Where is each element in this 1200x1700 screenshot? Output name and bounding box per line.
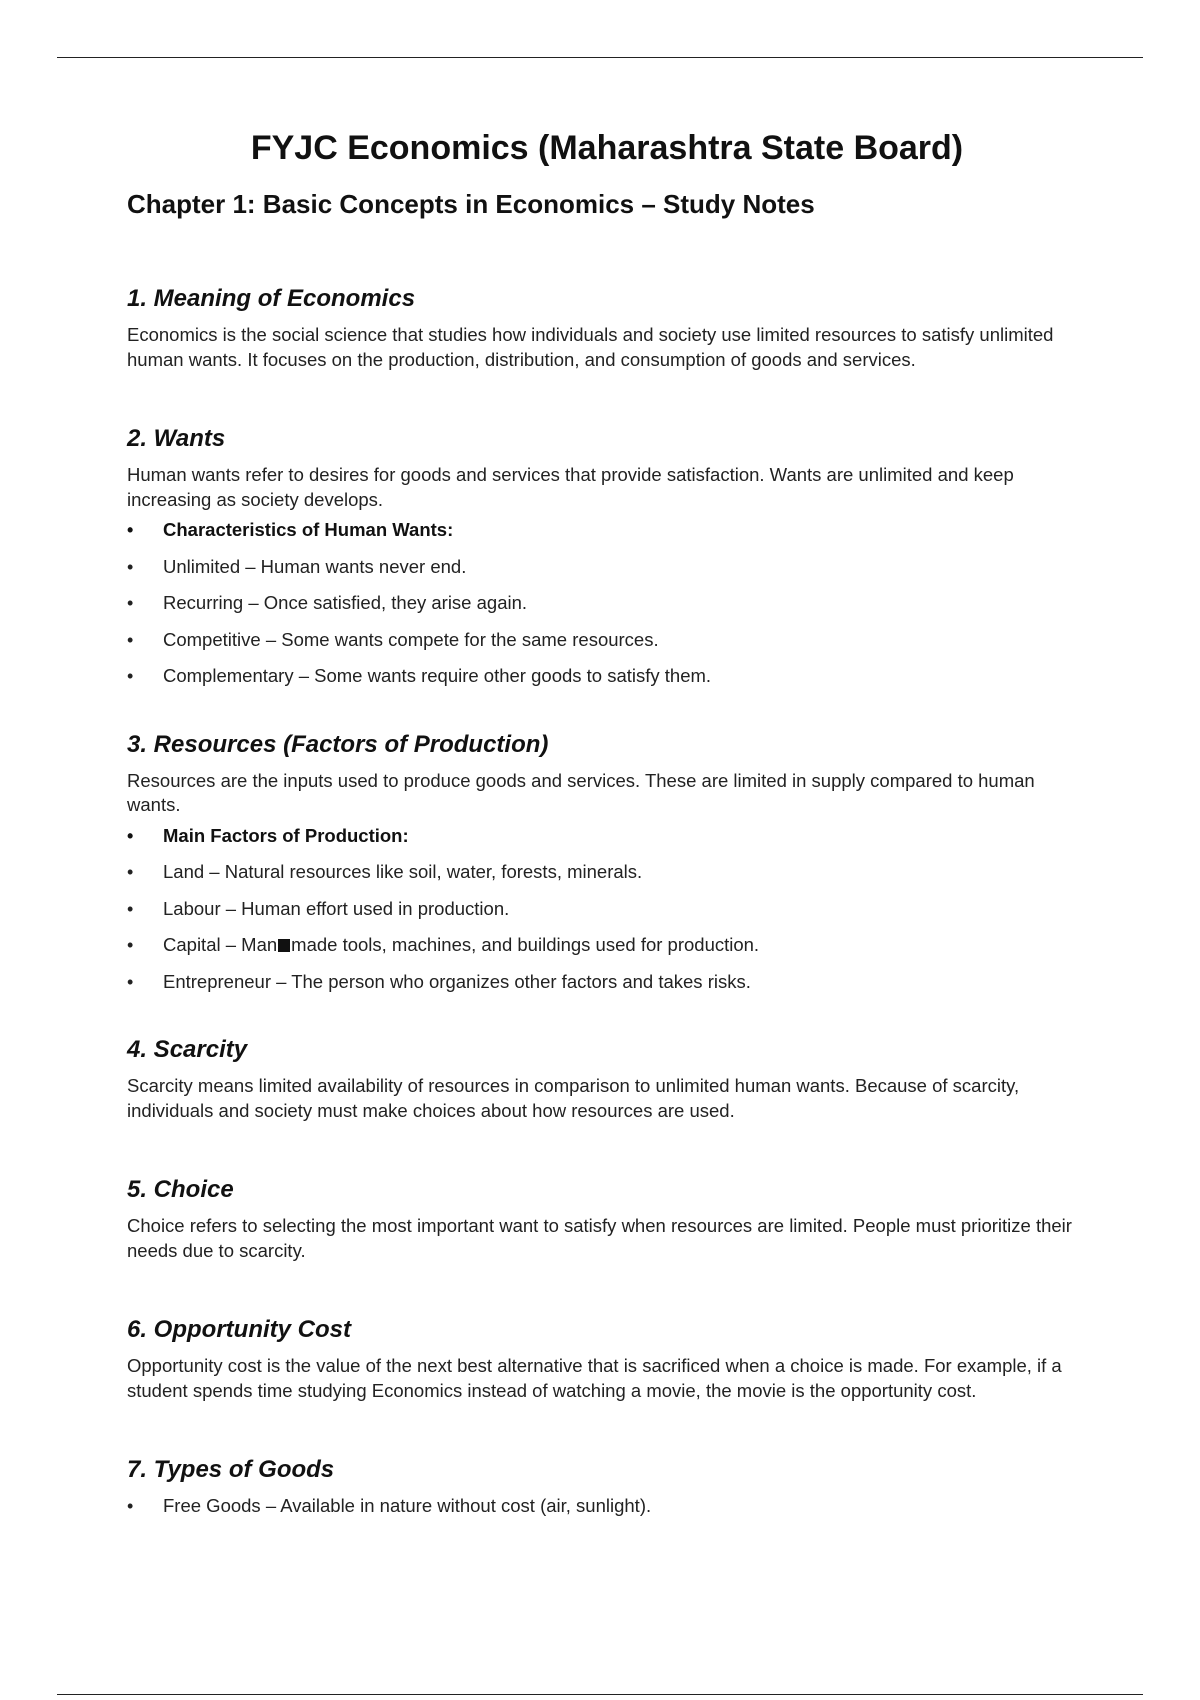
bullet-icon: • [127,898,134,919]
document-subtitle: Chapter 1: Basic Concepts in Economics – Study Notes [127,189,815,219]
section-paragraph: Scarcity means limited availability of resources in comparison to unlimited human wants. Because of scarcity, individuals and society must make choices about how resources are used. [127,1075,1020,1121]
bullet-icon: • [127,556,134,577]
section-title: 4. Scarcity [127,1036,248,1063]
list-item [127,628,1087,665]
section-resources [127,731,1087,1007]
list-item-text: Characteristics of Human Wants: [163,519,454,540]
section-meaning [127,285,1087,372]
bullet-list [127,518,1087,701]
bullet-list [127,1494,1087,1531]
list-item [127,518,1087,555]
section-title: 5. Choice [127,1176,234,1203]
list-item-text: Labour – Human effort used in production. [163,897,510,919]
list-item [127,897,1087,934]
section-title: 2. Wants [127,425,226,452]
section-paragraph: Choice refers to selecting the most important want to satisfy when resources are limited. People must prioritize their needs due to scarcity. [127,1215,1072,1261]
section-types-of-goods [127,1456,1087,1531]
bullet-icon: • [127,862,134,882]
bottom-rule [57,1694,1143,1695]
list-item-text: Competitive – Some wants compete for the same resources. [163,628,659,650]
top-rule [57,57,1143,58]
list-item [127,970,1087,1007]
section-title: 3. Resources (Factors of Production) [127,730,549,758]
bullet-icon: • [127,593,134,613]
list-item-text: Land – Natural resources like soil, water, forests, minerals. [163,861,643,882]
bullet-icon: • [127,666,134,686]
list-item [127,555,1087,592]
bullet-icon: • [127,971,134,992]
section-opportunity-cost [127,1316,1087,1403]
section-paragraph: Resources are the inputs used to produce goods and services. These are limited in supply compared to human wants. [127,769,1035,815]
section-scarcity [127,1036,1087,1123]
section-choice [127,1176,1087,1263]
section-paragraph: Opportunity cost is the value of the next best alternative that is sacrificed when a choice is made. For example, if a student spends time studying Economics instead of watching a movie, the movie is the opportunity cost. [127,1355,1062,1401]
bullet-list [127,824,1087,1007]
list-item-text: Capital – Man [163,934,278,955]
list-item [127,933,1087,970]
list-item [127,591,1087,628]
bullet-icon: • [127,520,134,540]
list-item-text: Entrepreneur – The person who organizes other factors and takes risks. [163,970,751,992]
section-title: 6. Opportunity Cost [127,1316,351,1343]
list-item [127,664,1087,701]
section-title: 7. Types of Goods [127,1456,335,1483]
bullet-icon: • [127,1496,134,1516]
list-item-text: Complementary – Some wants require other goods to satisfy them. [163,665,712,686]
list-item-text: Main Factors of Production: [163,824,409,846]
bullet-icon: • [127,825,134,846]
bullet-icon: • [127,935,134,955]
list-item [127,824,1087,861]
list-item-text: made tools, machines, and buildings used for production. [291,934,760,955]
list-item [127,1494,1087,1531]
document-title: FYJC Economics (Maharashtra State Board) [250,129,964,167]
list-item [127,860,1087,897]
section-wants [127,425,1087,701]
missing-glyph-icon [278,939,290,952]
document-body [127,126,1087,1531]
bullet-icon: • [127,629,134,650]
section-paragraph: Economics is the social science that studies how individuals and society use limited resources to satisfy unlimited human wants. It focuses on the production, distribution, and consumption of goods and services. [127,324,1054,370]
list-item-text: Unlimited – Human wants never end. [163,555,467,577]
section-title: 1. Meaning of Economics [127,285,416,312]
section-paragraph: Human wants refer to desires for goods and services that provide satisfaction. Wants are unlimited and keep increasing as society develops. [127,464,1014,510]
list-item-text: Recurring – Once satisfied, they arise again. [163,592,528,613]
list-item-text: Free Goods – Available in nature without cost (air, sunlight). [163,1495,652,1516]
